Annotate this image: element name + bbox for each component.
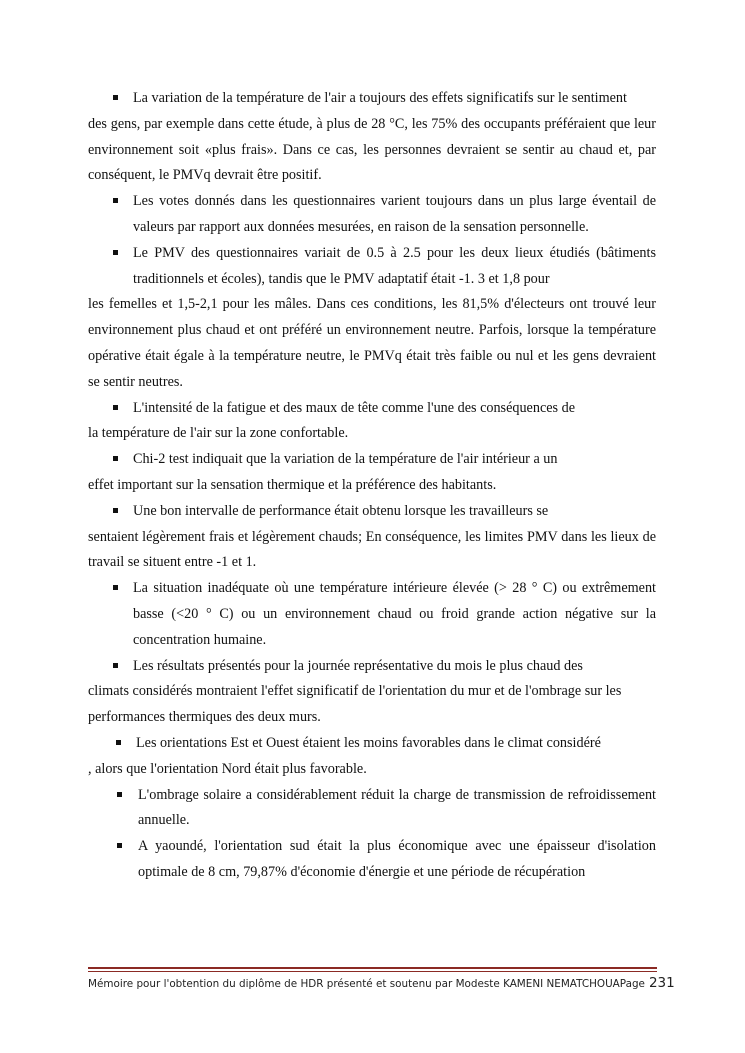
page-number: 231 bbox=[648, 975, 675, 991]
paragraph-continuation: la température de l'air sur la zone confortable. bbox=[88, 425, 349, 442]
page-indicator bbox=[620, 975, 675, 991]
footer-rule bbox=[88, 967, 657, 969]
footer-rule-thin bbox=[88, 971, 657, 972]
bullet-item-air-temperature: La variation de la température de l'air a toujours des effets significatifs sur le sentiment bbox=[88, 86, 656, 112]
bullet-item-inadequate-temperature: La situation inadéquate où une température intérieure élevée (> 28 ° C) ou extrêmement basse (<20 ° C) ou un environnement chaud ou froid grande action négative sur la concentration humaine. bbox=[88, 576, 656, 653]
footer-text: Mémoire pour l'obtention du diplôme de HDR présenté et soutenu par Modeste KAMENI NEMATCHOUA bbox=[88, 978, 620, 990]
paragraph-continuation: , alors que l'orientation Nord était plus favorable. bbox=[88, 760, 367, 777]
paragraph-continuation: sentaient légèrement frais et légèrement chauds; En conséquence, les limites PMV dans les lieux de travail se situent entre -1 et 1. bbox=[88, 528, 656, 571]
bullet-item-fatigue: L'intensité de la fatigue et des maux de tête comme l'une des conséquences de bbox=[88, 396, 656, 422]
paragraph-continuation: effet important sur la sensation thermique et la préférence des habitants. bbox=[88, 476, 497, 493]
body-text bbox=[88, 86, 656, 886]
paragraph-continuation: climats considérés montraient l'effet significatif de l'orientation du mur et de l'ombrage sur les performances thermiques des deux murs. bbox=[88, 683, 622, 726]
bullet-item-solar-shading: L'ombrage solaire a considérablement réduit la charge de transmission de refroidissement annuelle. bbox=[88, 783, 656, 835]
paragraph-continuation: les femelles et 1,5-2,1 pour les mâles. Dans ces conditions, les 81,5% d'électeurs ont trouvé leur environnement plus chaud et ont préféré un environnement neutre. Parfois, lorsque la température opérative était égale à la température neutre, le PMVq était très faible ou nul et les gens devraient se sentir neutres. bbox=[88, 296, 656, 390]
bullet-item-pmv-range: Le PMV des questionnaires variait de 0.5 à 2.5 pour les deux lieux étudiés (bâtiments traditionnels et écoles), tandis que le PMV adaptatif était -1. 3 et 1,8 pour bbox=[88, 241, 656, 293]
bullet-item-orientations: Les orientations Est et Ouest étaient les moins favorables dans le climat considéré bbox=[88, 731, 656, 757]
bullet-item-questionnaire-votes: Les votes donnés dans les questionnaires varient toujours dans un plus large éventail de valeurs par rapport aux données mesurées, en raison de la sensation personnelle. bbox=[88, 189, 656, 241]
bullet-item-yaounde: A yaoundé, l'orientation sud était la plus économique avec une épaisseur d'isolation optimale de 8 cm, 79,87% d'économie d'énergie et une période de récupération bbox=[88, 834, 656, 886]
page-footer bbox=[88, 975, 675, 991]
page-label: Page bbox=[619, 978, 645, 990]
bullet-item-results: Les résultats présentés pour la journée représentative du mois le plus chaud des bbox=[88, 654, 656, 680]
bullet-item-chi2-test: Chi-2 test indiquait que la variation de la température de l'air intérieur a un bbox=[88, 447, 656, 473]
paragraph-continuation: des gens, par exemple dans cette étude, à plus de 28 °C, les 75% des occupants préféraient que leur environnement soit «plus frais». Dans ce cas, les personnes devraient se sentir au chaud et, par conséquent, le PMVq devrait être positif. bbox=[88, 115, 656, 184]
bullet-item-performance: Une bon intervalle de performance était obtenu lorsque les travailleurs se bbox=[88, 499, 656, 525]
